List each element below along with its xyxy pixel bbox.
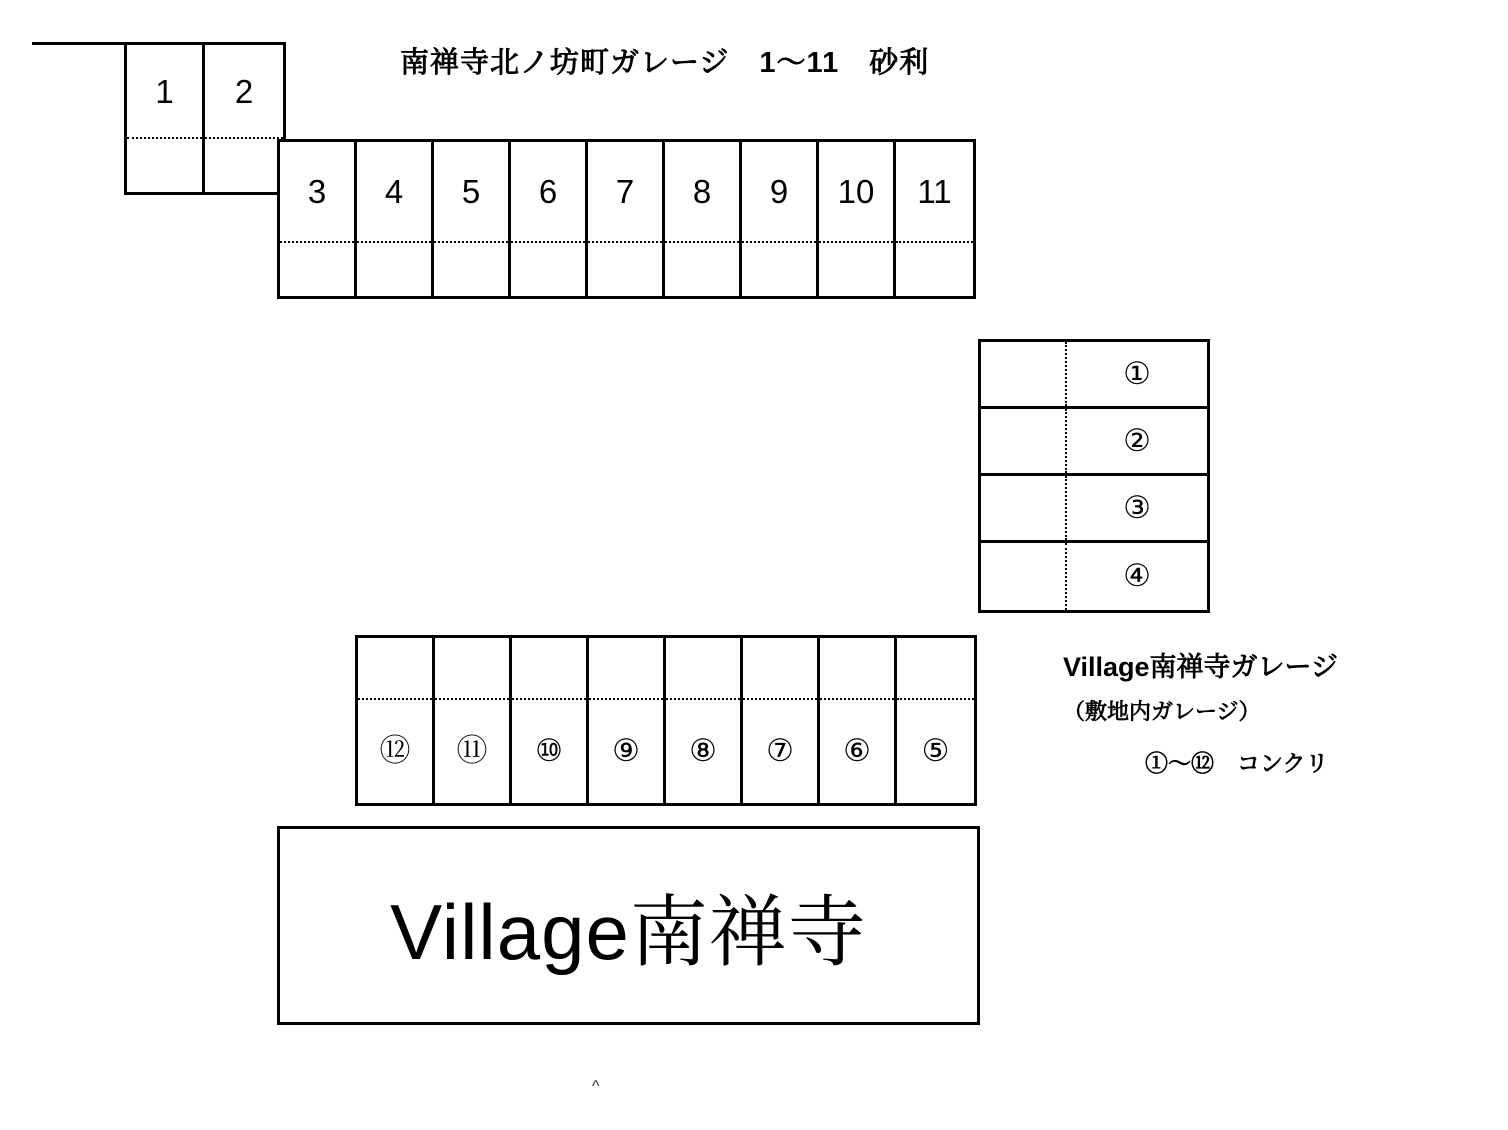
stall-cell[interactable] (981, 342, 1207, 409)
stall-label: 7 (615, 173, 635, 210)
stall-label: 1 (155, 72, 174, 110)
stall-cell[interactable] (434, 142, 511, 296)
stall-cell[interactable] (819, 142, 896, 296)
stall-label: ⑤ (921, 733, 950, 769)
stall-cell[interactable] (742, 142, 819, 296)
stall-label: 6 (538, 173, 558, 210)
village-building-label: Village南禅寺 (390, 887, 867, 976)
stall-cell[interactable] (588, 142, 665, 296)
stall-label: 8 (692, 173, 712, 210)
stall-label: ⑫ (379, 733, 411, 769)
stall-cell[interactable] (589, 638, 666, 803)
stall-cell[interactable] (127, 45, 205, 192)
stall-cell[interactable] (205, 45, 283, 192)
stall-label: 3 (307, 173, 327, 210)
stall-cell[interactable] (435, 638, 512, 803)
stall-label: 10 (837, 173, 875, 210)
stall-label: ⑪ (456, 733, 488, 769)
stall-label: 9 (769, 173, 789, 210)
stall-cell[interactable] (280, 142, 357, 296)
stall-label: ① (1123, 355, 1151, 392)
page-title: 南禅寺北ノ坊町ガレージ 1〜11 砂利 (400, 47, 930, 79)
stall-cell[interactable] (358, 638, 435, 803)
stall-cell[interactable] (512, 638, 589, 803)
stall-label: ⑥ (843, 733, 871, 769)
road-line (32, 42, 127, 45)
garage-surface-label: ①〜⑫ コンクリ (1145, 750, 1329, 776)
stall-cell[interactable] (511, 142, 588, 296)
stall-label: ⑨ (612, 733, 640, 769)
stall-label: ⑧ (689, 733, 717, 769)
stall-cell[interactable] (981, 476, 1207, 543)
stall-cell[interactable] (981, 543, 1207, 610)
stall-label: 4 (384, 173, 404, 210)
stall-cell-empty-half (981, 476, 1067, 540)
stall-label: 11 (917, 173, 952, 210)
stall-cell[interactable] (897, 638, 974, 803)
stall-label: 2 (234, 72, 254, 110)
village-building-box (277, 826, 980, 1025)
garage-name-label: Village南禅寺ガレージ (1063, 652, 1339, 682)
stall-cell[interactable] (665, 142, 742, 296)
stall-cell[interactable] (357, 142, 434, 296)
stall-cell-empty-half (981, 543, 1067, 610)
stall-cell[interactable] (896, 142, 973, 296)
stall-label: ② (1123, 422, 1151, 459)
stall-cell[interactable] (820, 638, 897, 803)
stall-label: ④ (1123, 558, 1151, 594)
stall-label: 5 (461, 173, 481, 210)
stall-label: ③ (1123, 489, 1151, 526)
stall-cell[interactable] (743, 638, 820, 803)
stall-block-circled-12-5 (355, 635, 977, 806)
stall-cell-empty-half (981, 342, 1067, 406)
stall-cell[interactable] (666, 638, 743, 803)
stall-label: ⑩ (535, 733, 563, 769)
garage-sub-label: （敷地内ガレージ） (1063, 699, 1261, 724)
bottom-mark: ^ (592, 1078, 600, 1095)
stall-cell[interactable] (981, 409, 1207, 476)
stall-block-circled-1-4 (978, 339, 1210, 613)
stall-cell-empty-half (981, 409, 1067, 473)
stall-label: ⑦ (766, 733, 794, 769)
stall-block-1-2 (124, 42, 286, 195)
stall-block-3-11 (277, 139, 976, 299)
